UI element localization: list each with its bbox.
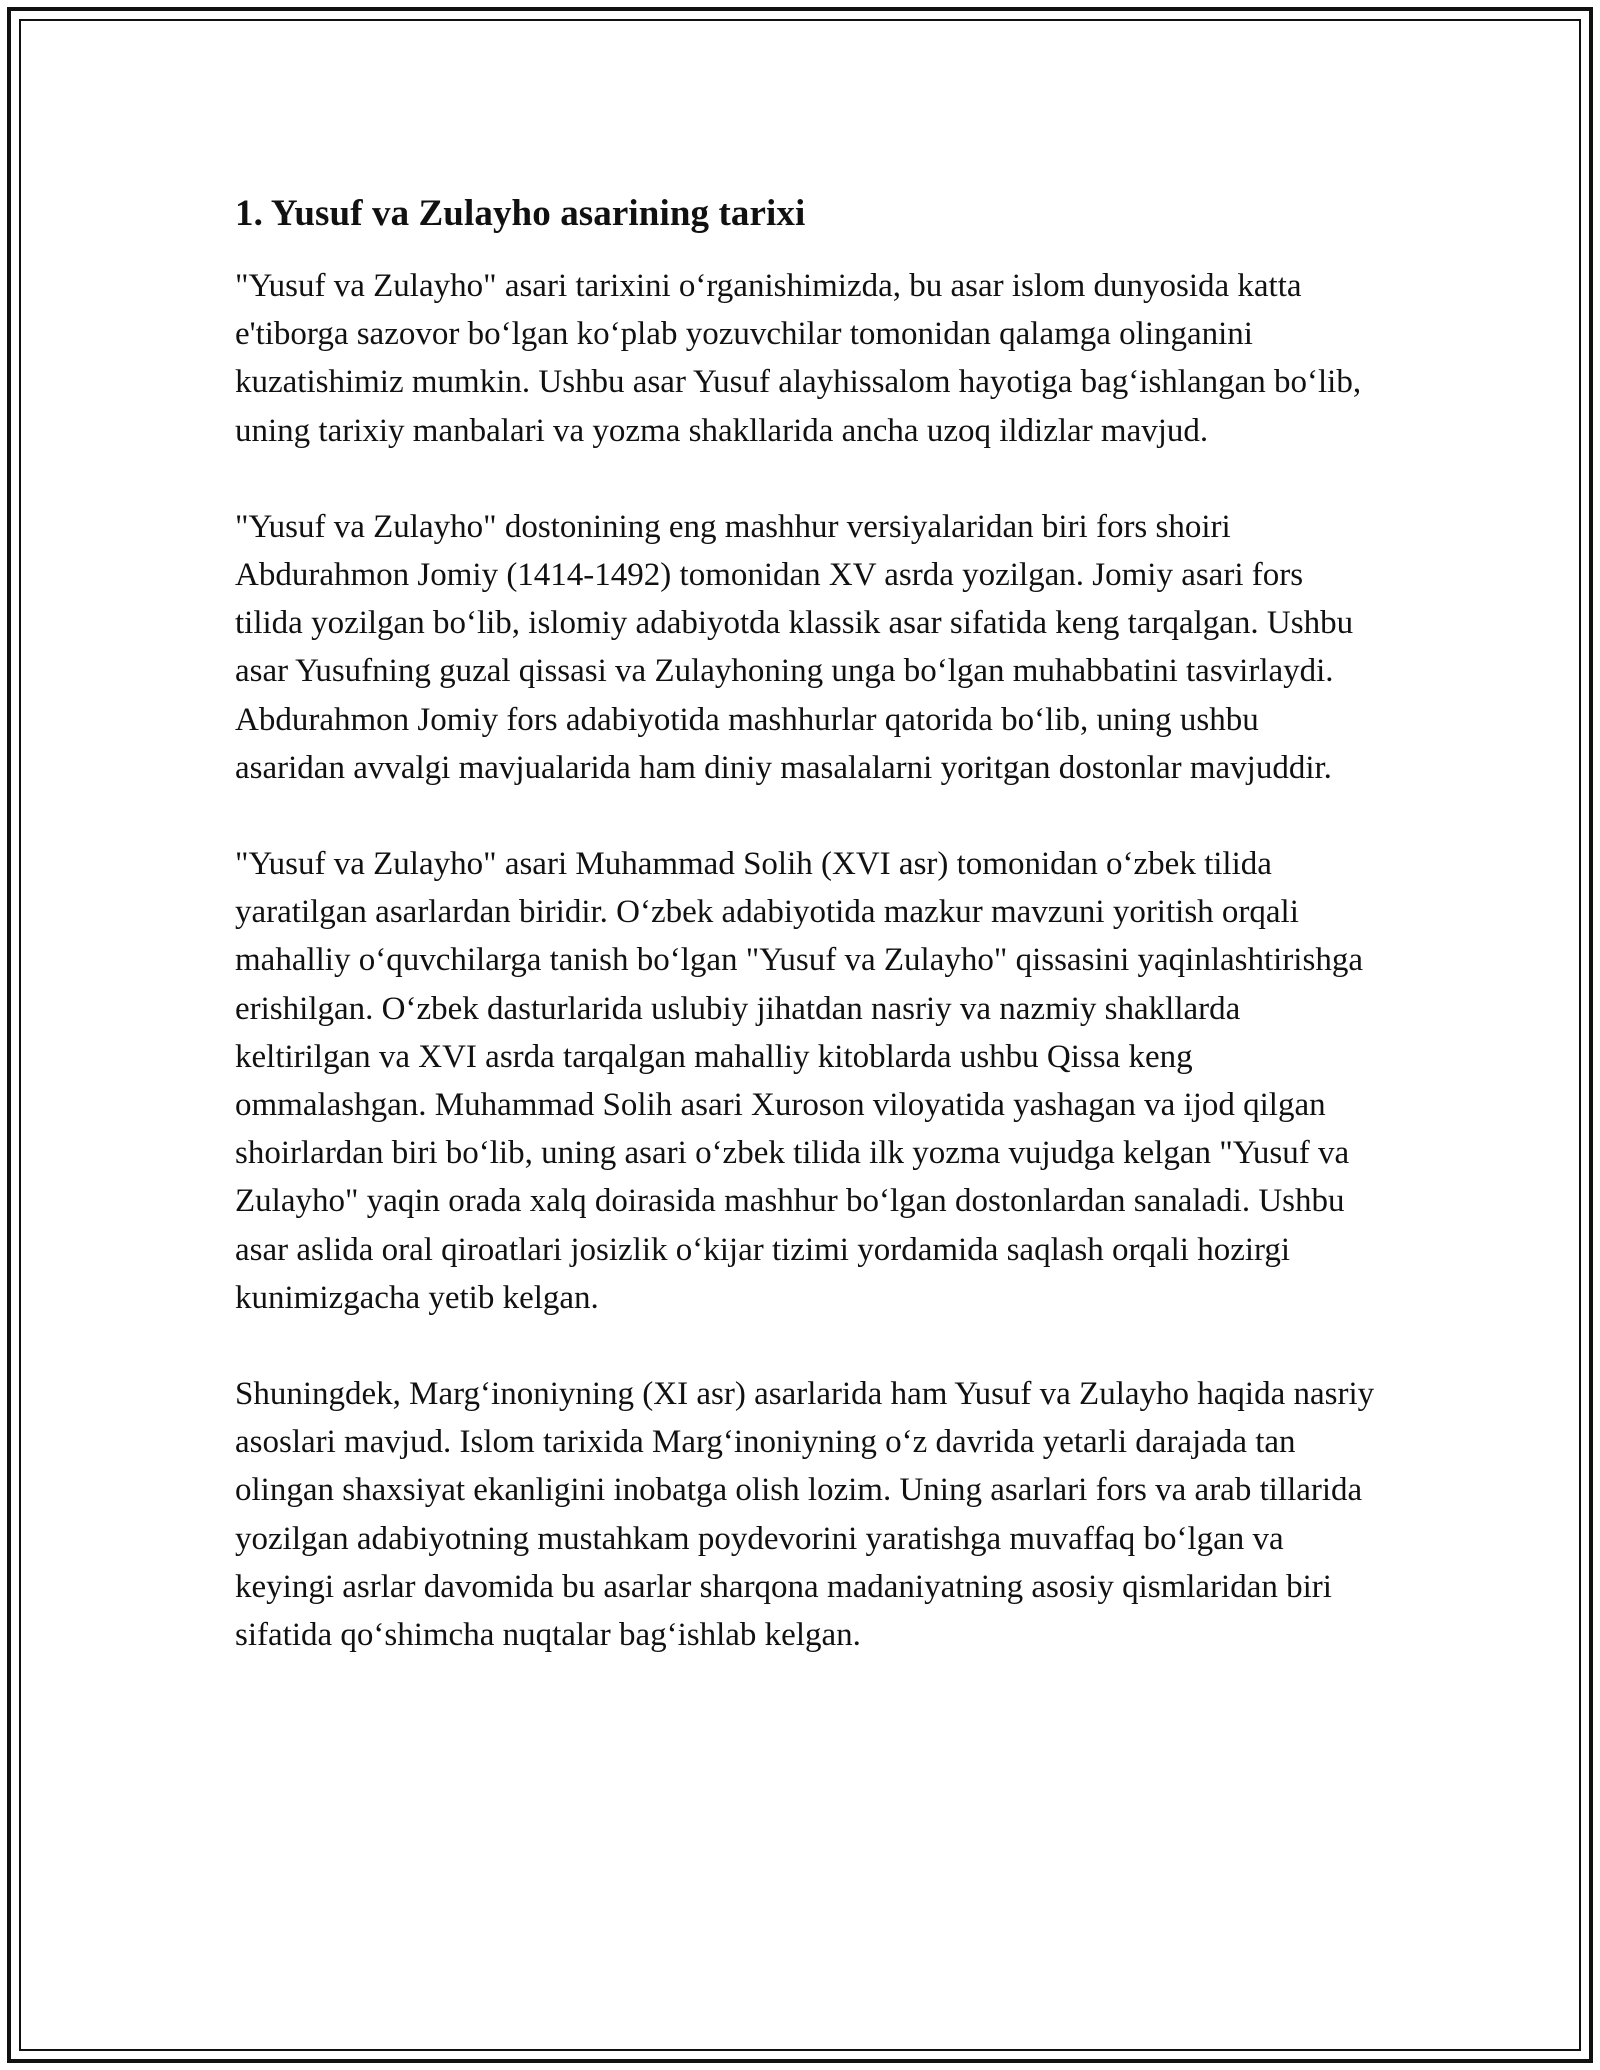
paragraph-3: "Yusuf va Zulayho" asari Muhammad Solih (XVI asr) tomonidan oʻzbek tilida yaratilgan asarlardan biridir. Oʻzbek adabiyotida mazkur mavzuni yoritish orqali mahalliy oʻquvchilarga tanish boʻlgan "Yusuf va Zulayho" qissasini yaqinlashtirishga erishilgan. Oʻzbek dasturlarida uslubiy jihatdan nasriy va nazmiy shakllarda keltirilgan va XVI asrda tarqalgan mahalliy kitoblarda ushbu Qissa keng ommalashgan. Muhammad Solih asari Xuroson viloyatida yashagan va ijod qilgan shoirlardan biri boʻlib, uning asari oʻzbek tilida ilk yozma vujudga kelgan "Yusuf va Zulayho" yaqin orada xalq doirasida mashhur boʻlgan dostonlardan sanaladi. Ushbu asar aslida oral qiroatlari josizlik oʻkijar tizimi yordamida saqlash orqali hozirgi kunimizgacha yetib kelgan. — [235, 846, 1363, 1316]
paragraph-4: Shuningdek, Margʻinoniyning (XI asr) asarlarida ham Yusuf va Zulayho haqida nasriy asoslari mavjud. Islom tarixida Margʻinoniyning oʻz davrida yetarli darajada tan olingan shaxsiyat ekanligini inobatga olish lozim. Uning asarlari fors va arab tillarida yozilgan adabiyotning mustahkam poydevorini yaratishga muvaffaq boʻlgan va keyingi asrlar davomida bu asarlar sharqona madaniyatning asosiy qismlaridan biri sifatida qoʻshimcha nuqtalar bagʻishlab kelgan. — [235, 1376, 1375, 1654]
paragraph-2: "Yusuf va Zulayho" dostonining eng mashhur versiyalaridan biri fors shoiri Abdurahmon Jomiy (1414-1492) tomonidan XV asrda yozilgan. Jomiy asari fors tilida yozilgan boʻlib, islomiy adabiyotda klassik asar sifatida keng tarqalgan. Ushbu asar Yusufning guzal qissasi va Zulayhoning unga boʻlgan muhabbatini tasvirlaydi. Abdurahmon Jomiy fors adabiyotida mashhurlar qatorida boʻlib, uning ushbu asaridan avvalgi mavjualarida ham diniy masalalarni yoritgan dostonlar mavjuddir. — [235, 508, 1354, 786]
paragraph-1: "Yusuf va Zulayho" asari tarixini oʻrganishimizda, bu asar islom dunyosida katta e'tiborga sazovor boʻlgan koʻplab yozuvchilar tomonidan qalamga olinganini kuzatishimiz mumkin. Ushbu asar Yusuf alayhissalom hayotiga bagʻishlangan boʻlib, uning tarixiy manbalari va yozma shakllarida ancha uzoq ildizlar mavjud. — [235, 268, 1362, 449]
section-heading: 1. Yusuf va Zulayho asarining tarixi — [235, 193, 806, 234]
document-body — [235, 188, 1375, 1707]
